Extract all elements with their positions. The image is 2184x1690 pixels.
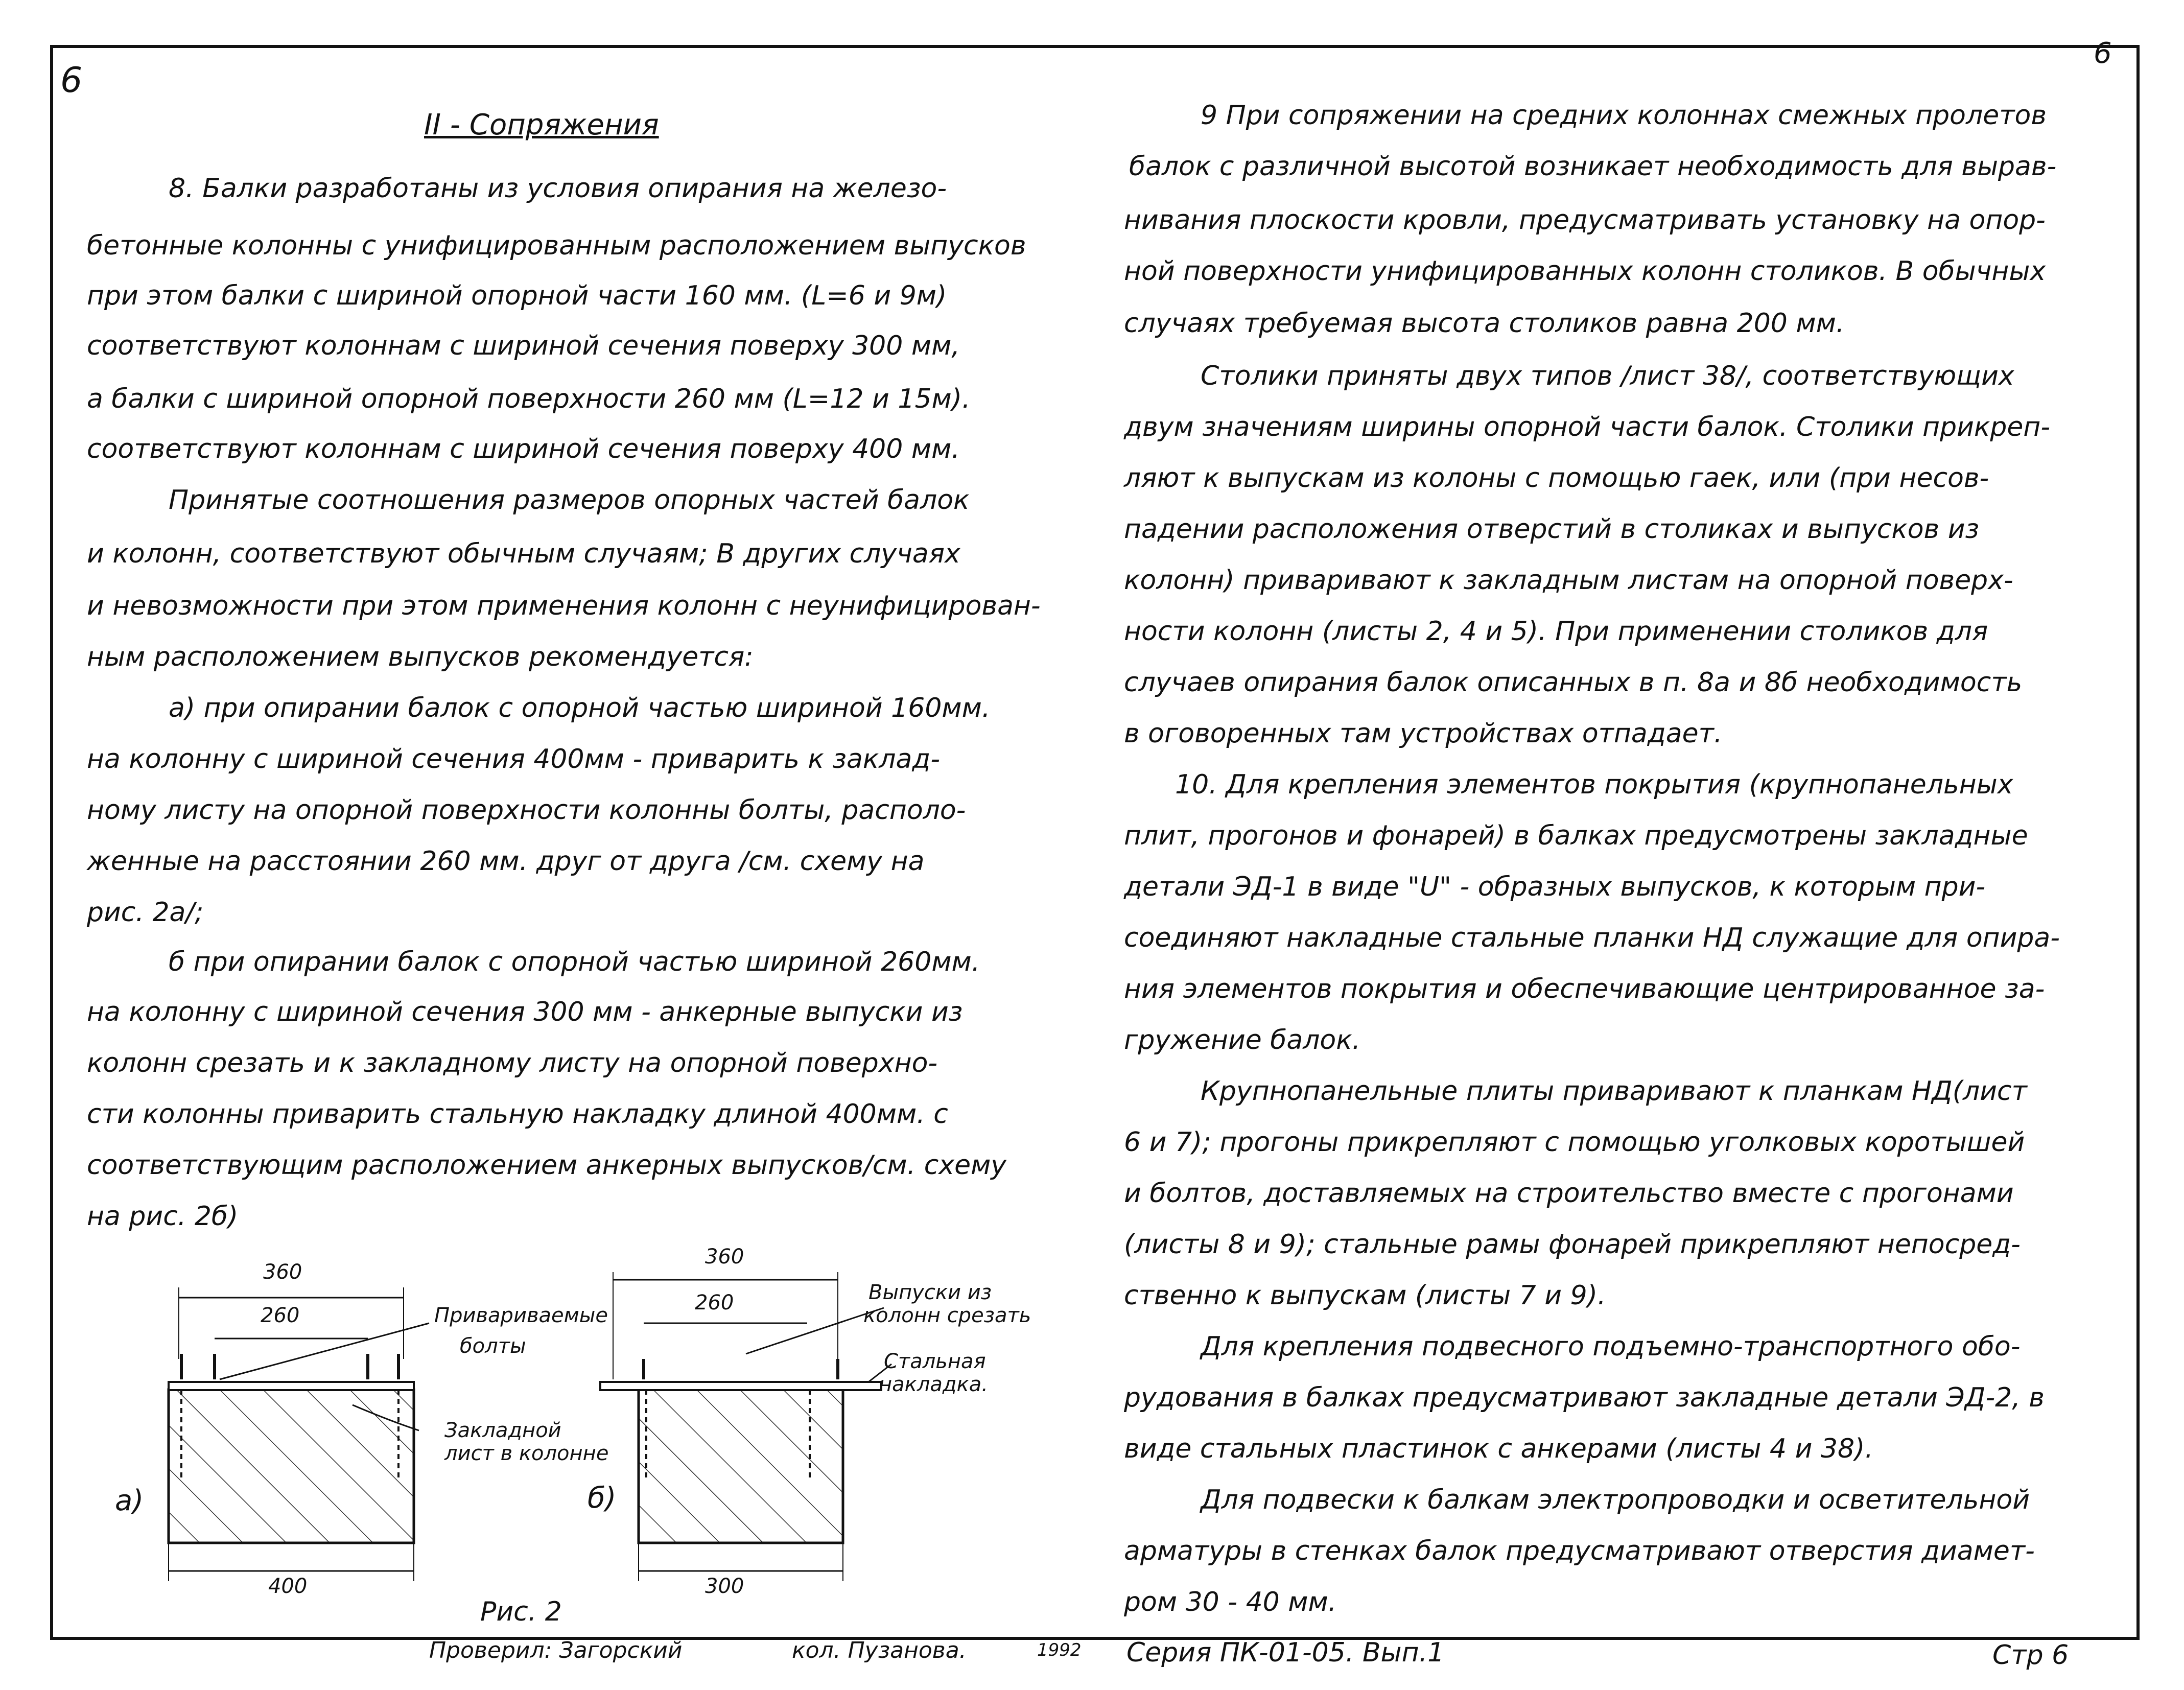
text-line: нивания плоскости кровли, предусматривать установку на опор- bbox=[1124, 205, 2046, 236]
footer-author: кол. Пузанова. bbox=[792, 1637, 967, 1663]
text-line: на колонну с шириной сечения 400мм - приварить к заклад- bbox=[87, 744, 941, 774]
text-line: а балки с шириной опорной поверхности 260 мм (L=12 и 15м). bbox=[87, 384, 971, 414]
footer-checked: Проверил: Загорский bbox=[429, 1637, 683, 1663]
fig-b-dim-outer: 360 bbox=[705, 1245, 744, 1269]
footer-year: 1992 bbox=[1037, 1640, 1082, 1660]
text-line: соответствуют колоннам с шириной сечения поверху 400 мм. bbox=[87, 434, 960, 464]
text-line: ром 30 - 40 мм. bbox=[1124, 1587, 1337, 1617]
text-line: ляют к выпускам из колоны с помощью гаек, или (при несов- bbox=[1124, 463, 1989, 494]
figure-b bbox=[600, 1272, 891, 1581]
column-b-section bbox=[639, 1390, 843, 1543]
text-line: Для крепления подвесного подъемно-транспортного обо- bbox=[1201, 1331, 2021, 1362]
footer-series: Серия ПК-01-05. Вып.1 bbox=[1126, 1637, 1445, 1668]
fig-b-label-steel-2: накладка. bbox=[879, 1373, 988, 1396]
text-line: соединяют накладные стальные планки НД служащие для опира- bbox=[1124, 923, 2060, 953]
page-number-top-right: 6 bbox=[2094, 37, 2112, 70]
footer-page: Стр 6 bbox=[1992, 1640, 2069, 1671]
fig-b-label-cut-1: Выпуски из bbox=[868, 1281, 992, 1304]
fig-b-dim-inner: 260 bbox=[695, 1291, 734, 1315]
page-number-top-left: 6 bbox=[60, 60, 83, 101]
text-line: 8. Балки разработаны из условия опирания на железо- bbox=[169, 173, 947, 204]
text-line: и невозможности при этом применения колонн с неунифицирован- bbox=[87, 591, 1041, 621]
column-a-section bbox=[169, 1390, 414, 1543]
fig-a-label-plate-2: лист в колонне bbox=[444, 1442, 609, 1465]
fig-a-label-bolts-1: Привариваемые bbox=[434, 1304, 608, 1327]
text-line: и болтов, доставляемых на строительство вместе с прогонами bbox=[1124, 1178, 2014, 1209]
text-line: Крупнопанельные плиты приваривают к планкам НД(лист bbox=[1201, 1076, 2027, 1107]
text-line: ния элементов покрытия и обеспечивающие центрированное за- bbox=[1124, 974, 2045, 1004]
fig-a-letter: а) bbox=[115, 1484, 144, 1517]
embedded-plate-a bbox=[169, 1382, 414, 1390]
text-line: а) при опирании балок с опорной частью шириной 160мм. bbox=[169, 693, 991, 723]
fig-a-label-plate-1: Закладной bbox=[444, 1419, 561, 1442]
fig-a-dim-inner: 260 bbox=[261, 1304, 300, 1327]
text-line: 9 При сопряжении на средних колоннах смежных пролетов bbox=[1201, 100, 2047, 131]
figure-caption: Рис. 2 bbox=[480, 1597, 562, 1627]
text-line: ственно к выпускам (листы 7 и 9). bbox=[1124, 1280, 1606, 1311]
text-line: случаев опирания балок описанных в п. 8а и 8б необходимость bbox=[1124, 667, 2023, 698]
text-line: на колонну с шириной сечения 300 мм - анкерные выпуски из bbox=[87, 997, 963, 1027]
fig-a-label-bolts-2: болты bbox=[460, 1334, 526, 1358]
text-line: ной поверхности унифицированных колонн столиков. В обычных bbox=[1124, 256, 2046, 287]
text-line: случаях требуемая высота столиков равна 200 мм. bbox=[1124, 308, 1845, 339]
text-line: колонн) приваривают к закладным листам на опорной поверх- bbox=[1124, 565, 2013, 596]
text-line: 10. Для крепления элементов покрытия (крупнопанельных bbox=[1175, 769, 2013, 800]
text-line: арматуры в стенках балок предусматривают отверстия диамет- bbox=[1124, 1536, 2035, 1566]
fig-b-label-cut-2: колонн срезать bbox=[863, 1304, 1031, 1327]
text-line: виде стальных пластинок с анкерами (листы 4 и 38). bbox=[1124, 1434, 1873, 1464]
text-line: 6 и 7); прогоны прикрепляют с помощью уголковых коротышей bbox=[1124, 1127, 2025, 1158]
fig-a-dim-outer: 360 bbox=[263, 1260, 302, 1284]
fig-b-dim-bottom: 300 bbox=[705, 1575, 744, 1598]
text-line: рис. 2а/; bbox=[87, 897, 204, 928]
text-line: сти колонны приварить стальную накладку длиной 400мм. с bbox=[87, 1099, 948, 1130]
text-line: в оговоренных там устройствах отпадает. bbox=[1124, 718, 1723, 749]
text-line: балок с различной высотой возникает необходимость для вырав- bbox=[1129, 151, 2057, 182]
text-line: женные на расстоянии 260 мм. друг от друга /см. схему на bbox=[87, 846, 925, 877]
text-line: (листы 8 и 9); стальные рамы фонарей прикрепляют непосред- bbox=[1124, 1229, 2021, 1260]
fig-b-label-steel-1: Стальная bbox=[884, 1350, 986, 1373]
text-line: колонн срезать и к закладному листу на опорной поверхно- bbox=[87, 1048, 938, 1078]
text-line: Для подвески к балкам электропроводки и осветительной bbox=[1201, 1485, 2030, 1515]
text-line: рудования в балках предусматривают закладные детали ЭД-2, в bbox=[1124, 1382, 2045, 1413]
text-line: бетонные колонны с унифицированным расположением выпусков bbox=[87, 230, 1026, 261]
text-line: соответствующим расположением анкерных выпусков/см. схему bbox=[87, 1150, 1007, 1181]
text-line: детали ЭД-1 в виде "U" - образных выпусков, к которым при- bbox=[1124, 872, 1986, 902]
text-line: ности колонн (листы 2, 4 и 5). При применении столиков для bbox=[1124, 616, 1988, 647]
text-line: Принятые соотношения размеров опорных частей балок bbox=[169, 485, 970, 515]
steel-strip-b bbox=[600, 1382, 881, 1390]
text-line: двум значениям ширины опорной части балок. Столики прикреп- bbox=[1124, 412, 2051, 442]
text-line: плит, прогонов и фонарей) в балках предусмотрены закладные bbox=[1124, 820, 2028, 851]
fig-b-letter: б) bbox=[588, 1482, 617, 1515]
text-line: и колонн, соответствуют обычным случаям; В других случаях bbox=[87, 538, 960, 569]
text-line: падении расположения отверстий в столиках и выпусков из bbox=[1124, 514, 1980, 545]
fig-a-dim-bottom: 400 bbox=[268, 1575, 308, 1598]
text-line: соответствуют колоннам с шириной сечения поверху 300 мм, bbox=[87, 331, 960, 361]
figure-a bbox=[169, 1287, 429, 1581]
text-line: на рис. 2б) bbox=[87, 1201, 239, 1232]
text-line: гружение балок. bbox=[1124, 1025, 1361, 1055]
text-line: б при опирании балок с опорной частью шириной 260мм. bbox=[169, 947, 980, 977]
text-line: ным расположением выпусков рекомендуется: bbox=[87, 642, 754, 672]
text-line: ному листу на опорной поверхности колонны болты, располо- bbox=[87, 795, 966, 826]
text-line: Столики приняты двух типов /лист 38/, соответствующих bbox=[1201, 361, 2014, 391]
section-title: II - Сопряжения bbox=[424, 108, 659, 142]
text-line: при этом балки с шириной опорной части 160 мм. (L=6 и 9м) bbox=[87, 280, 947, 311]
